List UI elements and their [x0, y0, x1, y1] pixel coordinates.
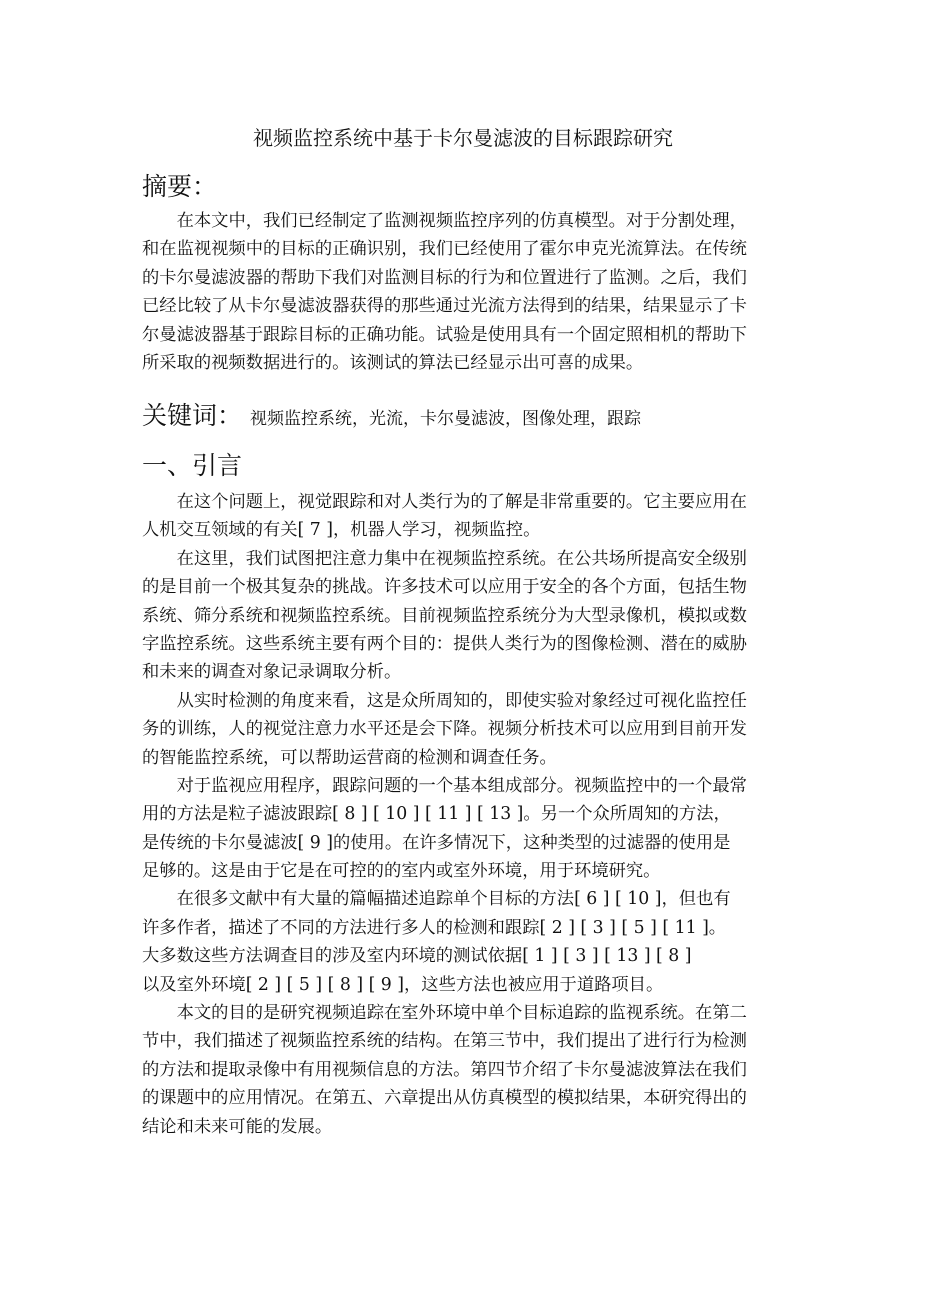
text-line: 尔曼滤波器基于跟踪目标的正确功能。试验是使用具有一个固定照相机的帮助下: [142, 324, 747, 345]
abstract-heading: 摘要：: [142, 172, 218, 201]
text-line: 用的方法是粒子滤波跟踪[ 8 ] [ 10 ] [ 11 ] [ 13 ]。另一个众所周知的方法，: [142, 804, 731, 825]
text-line: 的是目前一个极其复杂的挑战。许多技术可以应用于安全的各个方面，包括生物: [142, 577, 747, 598]
text-line: 在这个问题上，视觉跟踪和对人类行为的了解是非常重要的。它主要应用在: [176, 492, 747, 512]
intro-paragraph: [142, 687, 784, 772]
text-line: 的智能监控系统，可以帮助运营商的检测和调查任务。: [142, 747, 557, 768]
text-line: 的卡尔曼滤波器的帮助下我们对监测目标的行为和位置进行了监测。之后，我们: [142, 267, 747, 288]
text-line: 节中，我们描述了视频监控系统的结构。在第三节中，我们提出了进行行为检测: [142, 1031, 747, 1052]
keywords-label: 关键词：: [142, 401, 243, 430]
abstract-body: [142, 207, 784, 377]
intro-paragraph: [142, 488, 784, 545]
keywords-text: 视频监控系统，光流，卡尔曼滤波，图像处理，跟踪: [250, 409, 642, 429]
text-line: 在本文中，我们已经制定了监测视频监控序列的仿真模型。对于分割处理，: [176, 211, 747, 231]
text-line: 的方法和提取录像中有用视频信息的方法。第四节介绍了卡尔曼滤波算法在我们: [142, 1059, 747, 1080]
text-line: 系统、筛分系统和视频监控系统。目前视频监控系统分为大型录像机，模拟或数: [142, 605, 747, 626]
intro-paragraph: [142, 999, 784, 1141]
text-line: 从实时检测的角度来看，这是众所周知的，即使实验对象经过可视化监控任: [176, 690, 747, 711]
text-line: 结论和未来可能的发展。: [142, 1116, 333, 1137]
text-line: 人机交互领域的有关[ 7 ]，机器人学习，视频监控。: [142, 520, 541, 541]
text-line: 许多作者，描述了不同的方法进行多人的检测和跟踪[ 2 ] [ 3 ] [ 5 ] [ 11 ]。: [142, 917, 727, 938]
text-line: 字监控系统。这些系统主要有两个目的：提供人类行为的图像检测、潜在的威胁: [142, 633, 747, 654]
text-line: 所采取的视频数据进行的。该测试的算法已经显示出可喜的成果。: [142, 352, 644, 373]
text-line: 以及室外环境[ 2 ] [ 5 ] [ 8 ] [ 9 ]，这些方法也被应用于道路项目。: [142, 974, 664, 995]
text-line: 在很多文献中有大量的篇幅描述追踪单个目标的方法[ 6 ] [ 10 ]，但也有: [176, 889, 731, 910]
text-line: 大多数这些方法调查目的涉及室内环境的测试依据[ 1 ] [ 3 ] [ 13 ] [ 8 ]: [142, 946, 692, 967]
text-line: 和未来的调查对象记录调取分析。: [142, 662, 402, 683]
intro-paragraph: [142, 545, 784, 687]
text-line: 足够的。这是由于它是在可控的的室内或室外环境，用于环境研究。: [142, 861, 661, 882]
abstract-paragraph: [142, 207, 784, 377]
text-line: 已经比较了从卡尔曼滤波器获得的那些通过光流方法得到的结果，结果显示了卡: [142, 296, 747, 317]
intro-body: [142, 488, 784, 1141]
paper-title: 视频监控系统中基于卡尔曼滤波的目标跟踪研究: [253, 126, 673, 150]
intro-heading: 一、引言: [142, 451, 243, 480]
text-line: 的课题中的应用情况。在第五、六章提出从仿真模型的模拟结果，本研究得出的: [142, 1088, 747, 1109]
intro-paragraph: [142, 885, 784, 999]
text-line: 本文的目的是研究视频追踪在室外环境中单个目标追踪的监视系统。在第二: [176, 1003, 747, 1024]
keywords-section: [142, 399, 641, 436]
text-line: 对于监视应用程序，跟踪问题的一个基本组成部分。视频监控中的一个最常: [176, 775, 747, 796]
intro-paragraph: [142, 772, 784, 886]
text-line: 在这里，我们试图把注意力集中在视频监控系统。在公共场所提高安全级别: [176, 548, 747, 569]
text-line: 是传统的卡尔曼滤波[ 9 ]的使用。在许多情况下，这种类型的过滤器的使用是: [142, 832, 731, 853]
text-line: 务的训练，人的视觉注意力水平还是会下降。视频分析技术可以应用到目前开发: [142, 719, 747, 740]
text-line: 和在监视视频中的目标的正确识别，我们已经使用了霍尔申克光流算法。在传统: [142, 239, 747, 260]
